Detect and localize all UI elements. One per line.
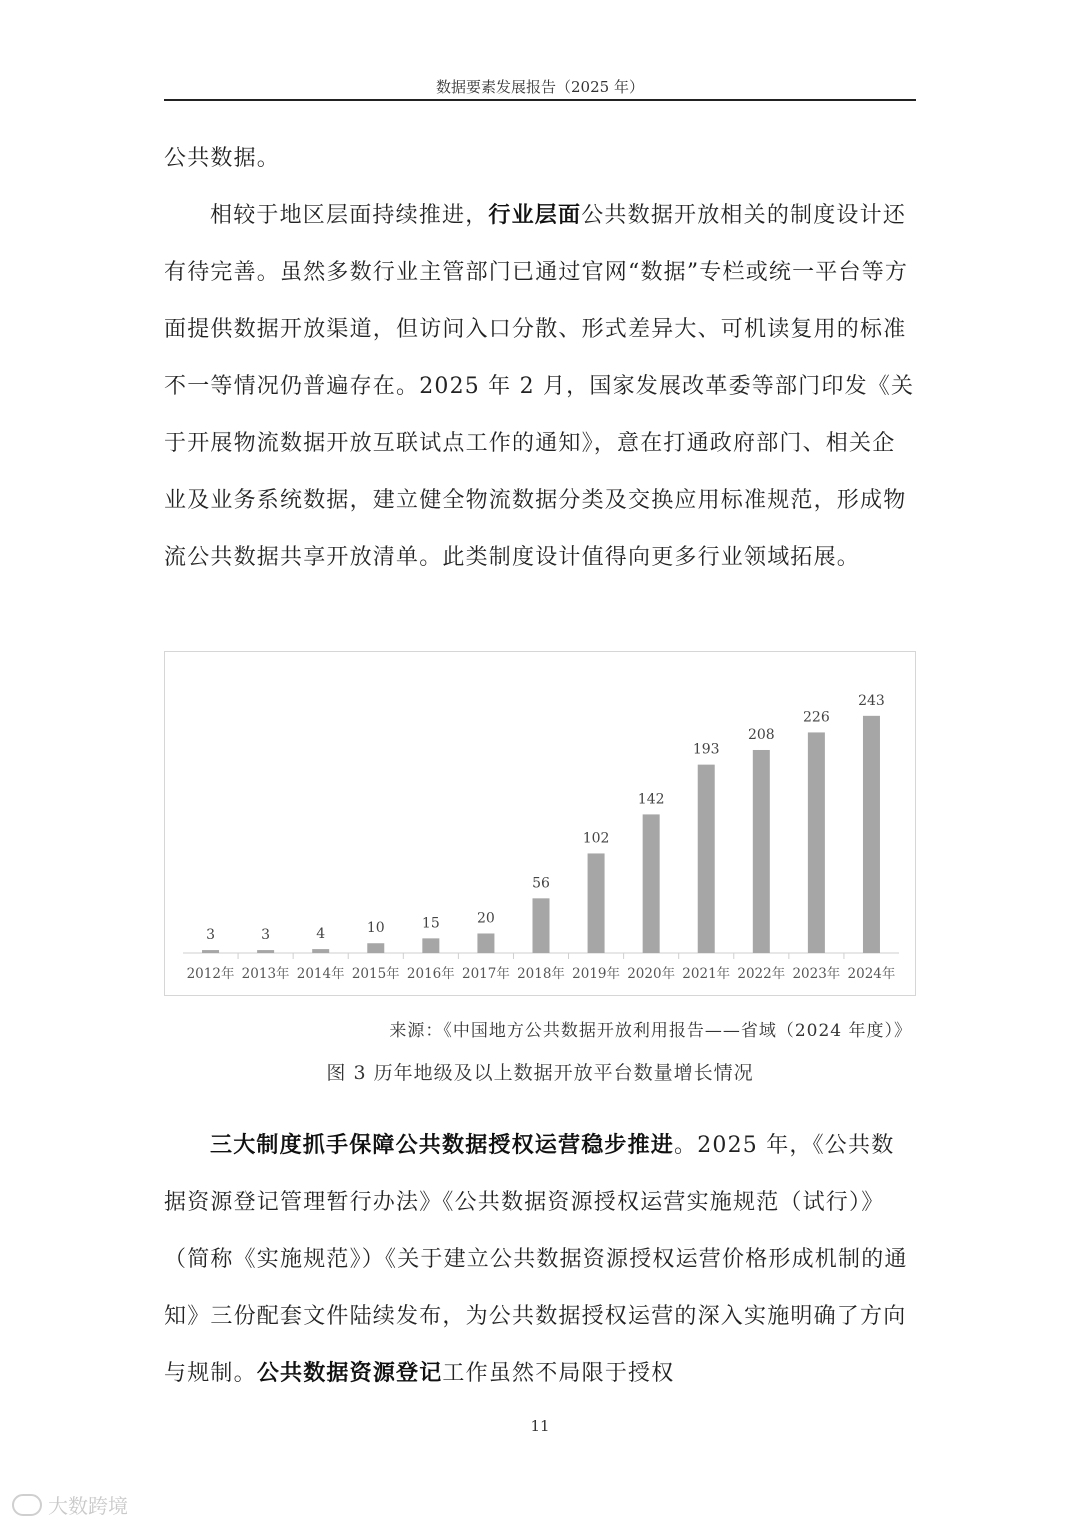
bar-1 [257, 950, 274, 953]
paragraph-1-bold: 行业层面 [488, 203, 582, 228]
figure-caption: 图 3 历年地级及以上数据开放平台数量增长情况 [326, 1062, 754, 1084]
data-label-7: 102 [582, 830, 610, 847]
paragraph-2 [164, 1117, 916, 1402]
bar-12 [863, 716, 880, 953]
chart-source: 来源：《中国地方公共数据开放利用报告——省域（2024 年度）》 [389, 1021, 912, 1041]
data-label-10: 208 [747, 726, 775, 743]
bar-5 [477, 933, 494, 953]
data-label-2: 4 [316, 926, 326, 943]
bar-10 [753, 750, 770, 953]
paragraph-0-text: 公共数据。 [164, 146, 281, 171]
bar-11 [808, 732, 825, 953]
data-label-4: 15 [421, 915, 440, 932]
x-tick-label-5: 2017年 [461, 966, 510, 982]
data-label-6: 56 [532, 875, 550, 892]
paragraph-2-bold-term: 公共数据资源登记 [256, 1361, 443, 1386]
bar-7 [588, 853, 605, 953]
x-tick-label-11: 2023年 [792, 966, 841, 982]
data-label-8: 142 [637, 791, 665, 808]
x-tick-label-3: 2015年 [351, 966, 400, 982]
bar-8 [643, 814, 660, 953]
bar-6 [533, 898, 550, 953]
x-tick-label-8: 2020年 [627, 966, 676, 982]
header-rule [164, 99, 916, 101]
data-label-0: 3 [206, 927, 215, 944]
paragraph-1-lead: 相较于地区层面持续推进， [210, 203, 489, 228]
x-tick-label-10: 2022年 [737, 966, 786, 982]
paragraph-2-body: 。2025 年，《公共数据资源登记管理暂行办法》《公共数据资源授权运营实施规范（试行）》（简称《实施规范》）《关于建立公共数据资源授权运营价格形成机制的通知》三份配套文件陆续发布，为公共数据授权运营的深入实施明确了方向与规制。 [164, 1133, 908, 1386]
bar-3 [367, 943, 384, 953]
data-label-5: 20 [477, 910, 495, 927]
data-label-3: 10 [366, 920, 385, 937]
paragraph-1-body: 公共数据开放相关的制度设计还有待完善。虽然多数行业主管部门已通过官网“数据”专栏或统一平台等方面提供数据开放渠道，但访问入口分散、形式差异大、可机读复用的标准不一等情况仍普遍存在。2025 年 2 月，国家发展改革委等部门印发《关于开展物流数据开放互联试点工作的通知》，意在打通政府部门、相关企业及业务系统数据，建立健全物流数据分类及交换应用标准规范，形成物流公共数据共享开放清单。此类制度设计值得向更多行业领域拓展。 [164, 203, 915, 570]
data-label-1: 3 [261, 927, 271, 944]
paragraph-2-tail: 工作虽然不局限于授权 [442, 1361, 675, 1386]
data-label-12: 243 [858, 692, 885, 709]
x-tick-label-12: 2024年 [847, 966, 896, 982]
page-number: 11 [530, 1417, 550, 1435]
x-tick-label-4: 2016年 [406, 966, 455, 982]
x-tick-label-0: 2012年 [186, 966, 235, 982]
x-tick-label-2: 2014年 [296, 966, 345, 982]
bar-4 [422, 938, 439, 953]
x-tick-label-1: 2013年 [241, 966, 290, 982]
watermark [12, 1490, 128, 1519]
bar-chart [164, 651, 916, 996]
bar-2 [312, 949, 329, 953]
paragraph-0 [164, 130, 916, 187]
x-tick-label-6: 2018年 [517, 966, 565, 982]
bar-0 [202, 950, 219, 953]
data-label-9: 193 [692, 741, 720, 758]
watermark-text: 大数跨境 [48, 1494, 128, 1518]
bar-9 [698, 765, 715, 953]
data-label-11: 226 [803, 709, 830, 726]
x-tick-label-9: 2021年 [682, 966, 731, 982]
x-tick-label-7: 2019年 [572, 966, 621, 982]
paragraph-2-bold-lead: 三大制度抓手保障公共数据授权运营稳步推进 [210, 1133, 675, 1158]
page-header: 数据要素发展报告（2025 年） [436, 78, 644, 96]
weibo-logo-icon [12, 1494, 42, 1516]
paragraph-1 [164, 187, 916, 586]
bar-chart-svg [165, 652, 917, 997]
